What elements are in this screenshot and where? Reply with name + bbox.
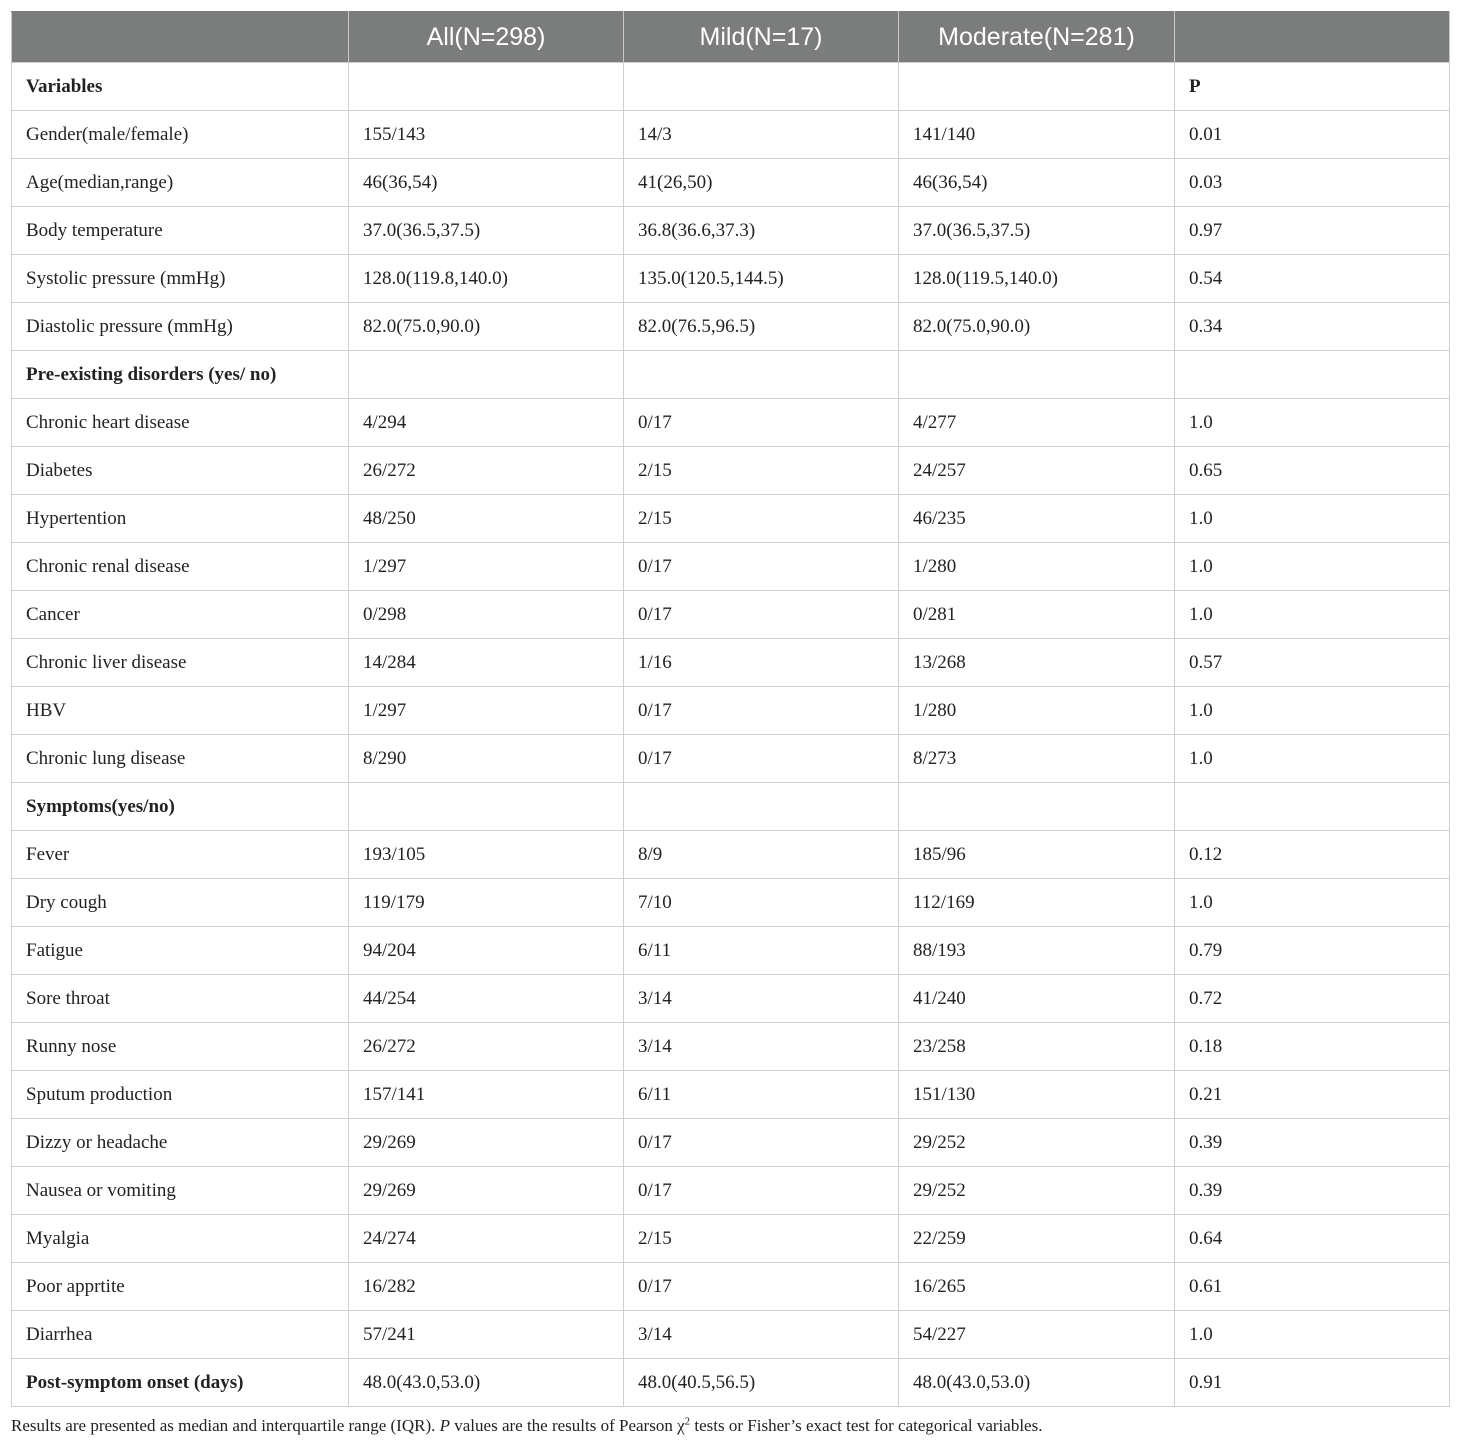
header-cell-variable (12, 12, 349, 63)
cell-all: 26/272 (349, 447, 624, 495)
cell-moderate: 29/252 (899, 1167, 1175, 1215)
cell-moderate: 24/257 (899, 447, 1175, 495)
cell-label: Fatigue (12, 927, 349, 975)
cell-label: HBV (12, 687, 349, 735)
cell-moderate: 41/240 (899, 975, 1175, 1023)
cell-label: Sputum production (12, 1071, 349, 1119)
cell-p: 0.21 (1175, 1071, 1450, 1119)
cell-all: 37.0(36.5,37.5) (349, 207, 624, 255)
cell-mild: 3/14 (624, 1023, 899, 1071)
cell-p: 1.0 (1175, 1311, 1450, 1359)
cell-p: 0.39 (1175, 1167, 1450, 1215)
table-row (12, 975, 1450, 1023)
table-row (12, 591, 1450, 639)
cell-moderate: 128.0(119.5,140.0) (899, 255, 1175, 303)
cell-mild: 0/17 (624, 543, 899, 591)
footnote-text-1: Results are presented as median and interquartile range (IQR). (11, 1416, 440, 1435)
cell-all: 8/290 (349, 735, 624, 783)
cell-all: 0/298 (349, 591, 624, 639)
cell-all: 193/105 (349, 831, 624, 879)
cell-all: 16/282 (349, 1263, 624, 1311)
cell-label: Diastolic pressure (mmHg) (12, 303, 349, 351)
cell-all: 44/254 (349, 975, 624, 1023)
cell-mild: 6/11 (624, 927, 899, 975)
table-row (12, 1023, 1450, 1071)
cell-all: 1/297 (349, 543, 624, 591)
cell-mild (624, 63, 899, 111)
cell-p: 0.91 (1175, 1359, 1450, 1407)
footnote-text-2: values are the results of Pearson (450, 1416, 678, 1435)
cell-label: Cancer (12, 591, 349, 639)
table-row (12, 159, 1450, 207)
cell-p: 0.72 (1175, 975, 1450, 1023)
cell-p: 1.0 (1175, 879, 1450, 927)
cell-moderate: 151/130 (899, 1071, 1175, 1119)
cell-label: Poor apprtite (12, 1263, 349, 1311)
cell-all: 29/269 (349, 1119, 624, 1167)
cell-moderate: 46/235 (899, 495, 1175, 543)
table-body (12, 63, 1450, 1407)
cell-label: Chronic liver disease (12, 639, 349, 687)
cell-moderate: 46(36,54) (899, 159, 1175, 207)
cell-all: 155/143 (349, 111, 624, 159)
table-row (12, 207, 1450, 255)
cell-p: 0.64 (1175, 1215, 1450, 1263)
section-row (12, 783, 1450, 831)
cell-mild: 0/17 (624, 399, 899, 447)
cell-all: 57/241 (349, 1311, 624, 1359)
cell-mild: 0/17 (624, 687, 899, 735)
cell-moderate: 54/227 (899, 1311, 1175, 1359)
section-row (12, 63, 1450, 111)
table-row (12, 879, 1450, 927)
cell-moderate: 37.0(36.5,37.5) (899, 207, 1175, 255)
cell-label: Pre-existing disorders (yes/ no) (12, 351, 349, 399)
cell-p: P (1175, 63, 1450, 111)
cell-moderate: 8/273 (899, 735, 1175, 783)
cell-mild: 8/9 (624, 831, 899, 879)
cell-p: 0.18 (1175, 1023, 1450, 1071)
cell-mild: 2/15 (624, 495, 899, 543)
cell-mild: 82.0(76.5,96.5) (624, 303, 899, 351)
cell-moderate: 23/258 (899, 1023, 1175, 1071)
cell-p: 0.61 (1175, 1263, 1450, 1311)
cell-mild: 7/10 (624, 879, 899, 927)
cell-label: Chronic lung disease (12, 735, 349, 783)
cell-p: 0.01 (1175, 111, 1450, 159)
table-row (12, 399, 1450, 447)
cell-mild: 6/11 (624, 1071, 899, 1119)
cell-moderate: 141/140 (899, 111, 1175, 159)
cell-moderate: 16/265 (899, 1263, 1175, 1311)
cell-all (349, 63, 624, 111)
cell-label: Post-symptom onset (days) (12, 1359, 349, 1407)
cell-p: 0.12 (1175, 831, 1450, 879)
header-row (12, 12, 1450, 63)
cell-all: 29/269 (349, 1167, 624, 1215)
cell-all: 1/297 (349, 687, 624, 735)
cell-moderate: 1/280 (899, 687, 1175, 735)
table-row (12, 1071, 1450, 1119)
cell-p: 1.0 (1175, 687, 1450, 735)
baseline-characteristics-table (11, 11, 1450, 1407)
cell-all: 14/284 (349, 639, 624, 687)
cell-label: Symptoms(yes/no) (12, 783, 349, 831)
cell-label: Body temperature (12, 207, 349, 255)
table-row (12, 687, 1450, 735)
table-row (12, 447, 1450, 495)
table-row (12, 255, 1450, 303)
table-row (12, 1359, 1450, 1407)
cell-moderate: 4/277 (899, 399, 1175, 447)
cell-mild: 0/17 (624, 1167, 899, 1215)
footnote-superscript: 2 (684, 1415, 691, 1428)
cell-mild: 1/16 (624, 639, 899, 687)
cell-label: Systolic pressure (mmHg) (12, 255, 349, 303)
cell-label: Diabetes (12, 447, 349, 495)
cell-moderate (899, 783, 1175, 831)
cell-mild: 0/17 (624, 1263, 899, 1311)
cell-p: 0.54 (1175, 255, 1450, 303)
cell-label: Chronic renal disease (12, 543, 349, 591)
cell-label: Diarrhea (12, 1311, 349, 1359)
cell-all: 26/272 (349, 1023, 624, 1071)
cell-all: 119/179 (349, 879, 624, 927)
cell-mild (624, 783, 899, 831)
cell-p: 0.34 (1175, 303, 1450, 351)
cell-p: 1.0 (1175, 495, 1450, 543)
footnote-p-italic: P (439, 1416, 451, 1435)
cell-p: 1.0 (1175, 543, 1450, 591)
cell-label: Variables (12, 63, 349, 111)
table-header (12, 12, 1450, 63)
cell-label: Dizzy or headache (12, 1119, 349, 1167)
cell-label: Nausea or vomiting (12, 1167, 349, 1215)
table-row (12, 639, 1450, 687)
cell-all: 82.0(75.0,90.0) (349, 303, 624, 351)
cell-label: Dry cough (12, 879, 349, 927)
cell-mild: 3/14 (624, 1311, 899, 1359)
header-cell-mild: Mild(N=17) (624, 12, 899, 63)
cell-moderate (899, 63, 1175, 111)
cell-label: Age(median,range) (12, 159, 349, 207)
cell-mild: 2/15 (624, 447, 899, 495)
table-row (12, 735, 1450, 783)
cell-label: Hypertention (12, 495, 349, 543)
table-row (12, 1311, 1450, 1359)
cell-p: 1.0 (1175, 591, 1450, 639)
cell-mild: 2/15 (624, 1215, 899, 1263)
cell-mild: 135.0(120.5,144.5) (624, 255, 899, 303)
cell-mild: 36.8(36.6,37.3) (624, 207, 899, 255)
table-row (12, 831, 1450, 879)
cell-p: 0.79 (1175, 927, 1450, 975)
cell-all: 48/250 (349, 495, 624, 543)
cell-moderate: 112/169 (899, 879, 1175, 927)
header-cell-all: All(N=298) (349, 12, 624, 63)
cell-mild: 3/14 (624, 975, 899, 1023)
table-row (12, 303, 1450, 351)
cell-p: 0.97 (1175, 207, 1450, 255)
cell-mild: 0/17 (624, 591, 899, 639)
cell-all (349, 351, 624, 399)
cell-all: 94/204 (349, 927, 624, 975)
cell-mild: 48.0(40.5,56.5) (624, 1359, 899, 1407)
cell-mild: 14/3 (624, 111, 899, 159)
cell-all: 24/274 (349, 1215, 624, 1263)
cell-moderate: 13/268 (899, 639, 1175, 687)
cell-all: 46(36,54) (349, 159, 624, 207)
cell-moderate: 0/281 (899, 591, 1175, 639)
table-row (12, 543, 1450, 591)
cell-p: 1.0 (1175, 735, 1450, 783)
cell-p: 0.03 (1175, 159, 1450, 207)
cell-mild (624, 351, 899, 399)
cell-moderate: 88/193 (899, 927, 1175, 975)
cell-label: Fever (12, 831, 349, 879)
cell-p: 0.57 (1175, 639, 1450, 687)
table-row (12, 495, 1450, 543)
baseline-characteristics-table-container (11, 11, 1449, 1407)
cell-moderate (899, 351, 1175, 399)
cell-moderate: 185/96 (899, 831, 1175, 879)
table-row (12, 111, 1450, 159)
cell-all: 4/294 (349, 399, 624, 447)
footnote-text-3: tests or Fisher’s exact test for categorical variables. (690, 1416, 1043, 1435)
cell-label: Runny nose (12, 1023, 349, 1071)
cell-moderate: 22/259 (899, 1215, 1175, 1263)
header-cell-p (1175, 12, 1450, 63)
cell-p (1175, 351, 1450, 399)
cell-label: Myalgia (12, 1215, 349, 1263)
table-row (12, 927, 1450, 975)
cell-moderate: 82.0(75.0,90.0) (899, 303, 1175, 351)
cell-all: 48.0(43.0,53.0) (349, 1359, 624, 1407)
cell-all: 157/141 (349, 1071, 624, 1119)
cell-label: Chronic heart disease (12, 399, 349, 447)
cell-p: 0.65 (1175, 447, 1450, 495)
table-row (12, 1263, 1450, 1311)
table-row (12, 1119, 1450, 1167)
table-row (12, 1167, 1450, 1215)
cell-label: Gender(male/female) (12, 111, 349, 159)
cell-moderate: 1/280 (899, 543, 1175, 591)
cell-label: Sore throat (12, 975, 349, 1023)
cell-all (349, 783, 624, 831)
header-cell-moderate: Moderate(N=281) (899, 12, 1175, 63)
table-row (12, 1215, 1450, 1263)
cell-mild: 41(26,50) (624, 159, 899, 207)
section-row (12, 351, 1450, 399)
cell-p: 0.39 (1175, 1119, 1450, 1167)
cell-moderate: 29/252 (899, 1119, 1175, 1167)
cell-all: 128.0(119.8,140.0) (349, 255, 624, 303)
cell-moderate: 48.0(43.0,53.0) (899, 1359, 1175, 1407)
cell-p: 1.0 (1175, 399, 1450, 447)
cell-mild: 0/17 (624, 1119, 899, 1167)
cell-mild: 0/17 (624, 735, 899, 783)
table-footnote (11, 1416, 1042, 1436)
cell-p (1175, 783, 1450, 831)
footnote-chi-symbol: χ (677, 1416, 685, 1435)
